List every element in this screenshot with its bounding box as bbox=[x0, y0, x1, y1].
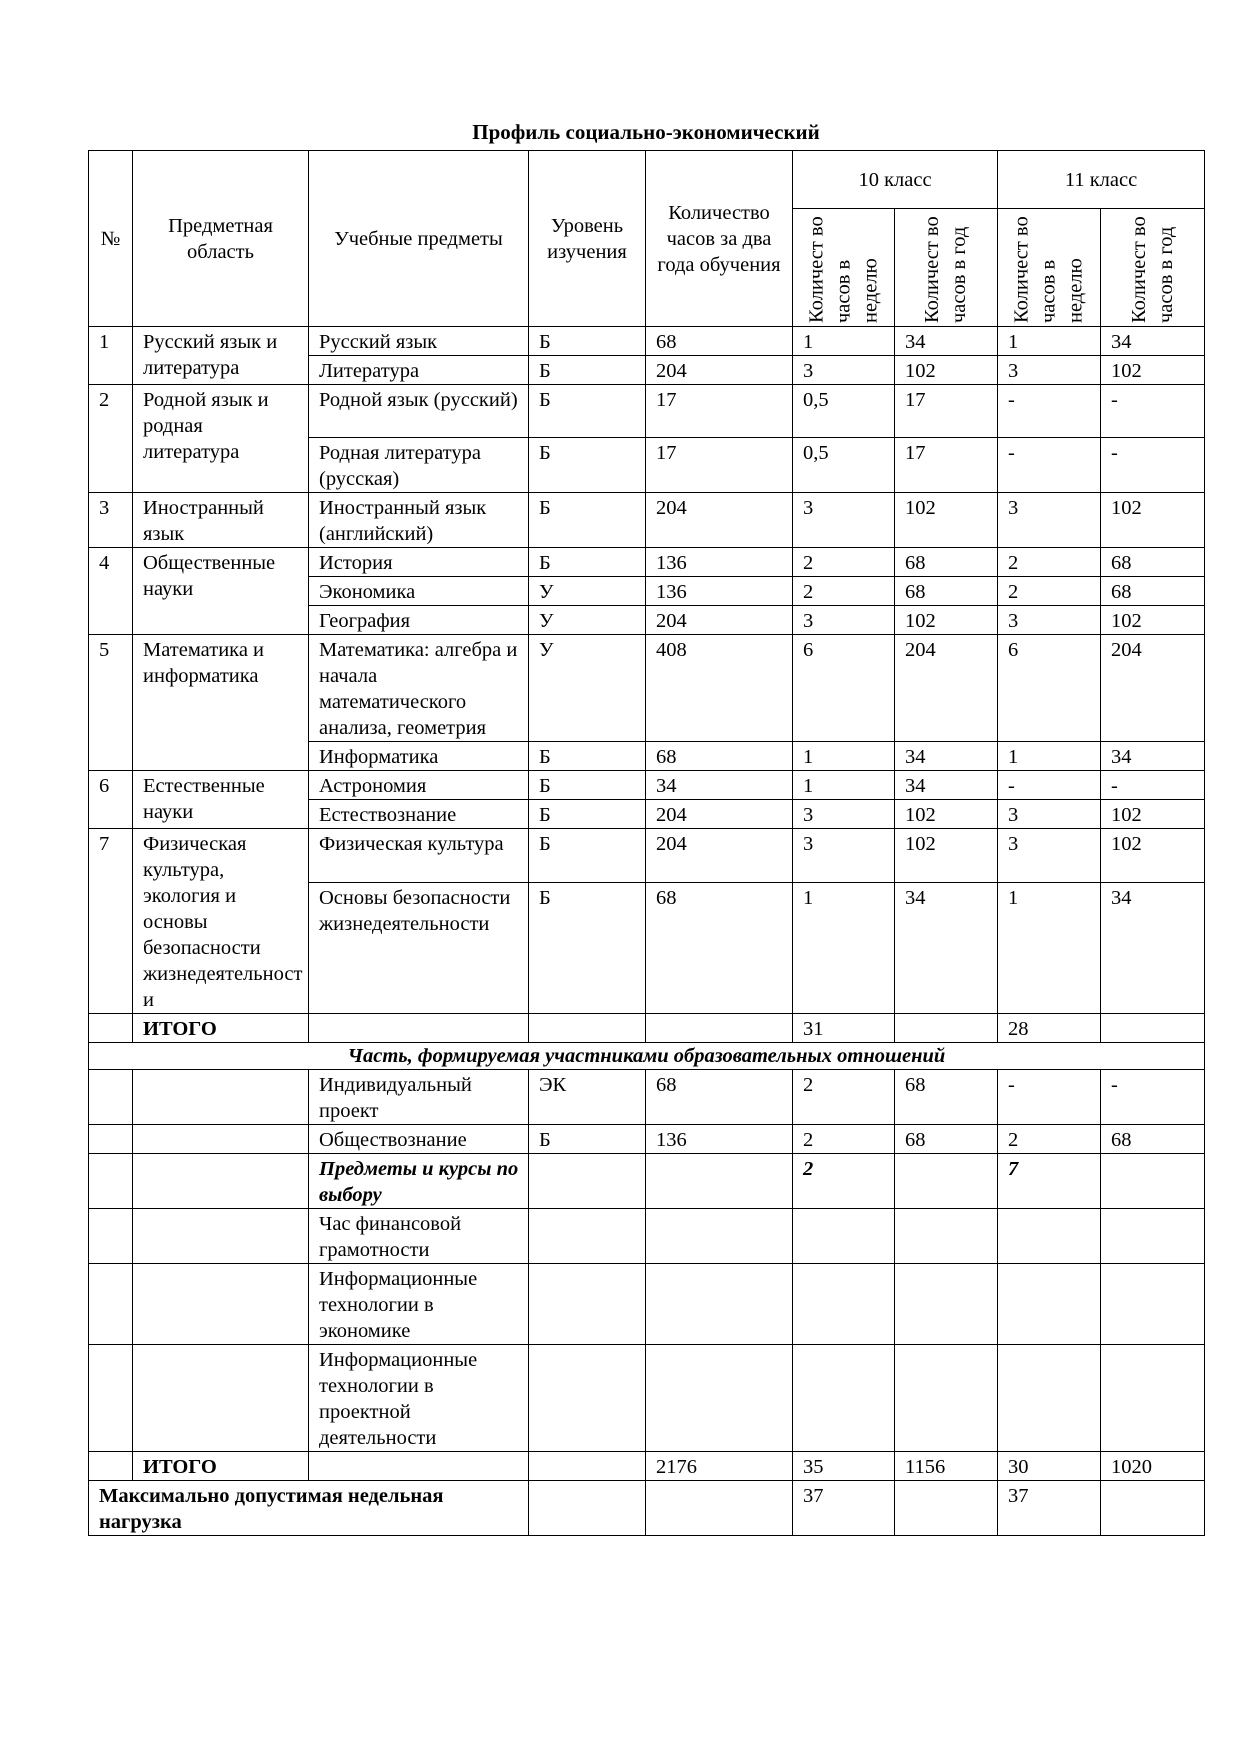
table-row bbox=[89, 1345, 1205, 1452]
level: У bbox=[529, 635, 646, 742]
hours-10-week: 3 bbox=[793, 800, 895, 829]
hours-total: 204 bbox=[646, 493, 793, 548]
hours-10-week: 6 bbox=[793, 635, 895, 742]
hours-total: 136 bbox=[646, 548, 793, 577]
hours-10-week: 1 bbox=[793, 771, 895, 800]
hours-10-year: 1156 bbox=[895, 1452, 998, 1481]
row-num: 2 bbox=[89, 385, 133, 493]
table-row bbox=[89, 1154, 1205, 1209]
hours-11-week: 30 bbox=[998, 1452, 1101, 1481]
header-10-per-year bbox=[895, 209, 998, 327]
hours-10-week: 1 bbox=[793, 327, 895, 356]
empty-cell bbox=[133, 1209, 309, 1264]
hours-11-year: 68 bbox=[1101, 548, 1205, 577]
empty-cell bbox=[793, 1209, 895, 1264]
empty-cell bbox=[1101, 1264, 1205, 1345]
subject-name: Обществознание bbox=[309, 1125, 529, 1154]
table-row bbox=[89, 1264, 1205, 1345]
subject-name: Родная литература (русская) bbox=[309, 438, 529, 493]
level: Б bbox=[529, 829, 646, 883]
hours-11-week: 1 bbox=[998, 882, 1101, 1013]
header-hours-total: Количество часов за два года обучения bbox=[646, 151, 793, 327]
section-title: Часть, формируемая участниками образовательных отношений bbox=[89, 1043, 1205, 1070]
hours-total: 408 bbox=[646, 635, 793, 742]
row-num: 3 bbox=[89, 493, 133, 548]
empty-cell bbox=[646, 1209, 793, 1264]
hours-10-week: 3 bbox=[793, 493, 895, 548]
empty-cell bbox=[133, 1125, 309, 1154]
empty-cell bbox=[89, 1452, 133, 1481]
empty-cell bbox=[646, 1014, 793, 1043]
hours-10-week: 2 bbox=[793, 1070, 895, 1125]
empty-cell bbox=[646, 1345, 793, 1452]
empty-cell bbox=[89, 1154, 133, 1209]
subject-area: Физическая культура, экология и основы безопасности жизнедеятельности bbox=[133, 829, 309, 1014]
hours-10-year: 17 bbox=[895, 385, 998, 438]
empty-cell bbox=[89, 1345, 133, 1452]
hours-11-year: 34 bbox=[1101, 742, 1205, 771]
hours-total: 17 bbox=[646, 438, 793, 493]
subject-name: История bbox=[309, 548, 529, 577]
hours-11-year: - bbox=[1101, 771, 1205, 800]
hours-10-week: 2 bbox=[793, 1154, 895, 1209]
hours-total: 68 bbox=[646, 742, 793, 771]
header-11-per-year-label: Количест во часов в год bbox=[1127, 215, 1177, 323]
subject-name: Астрономия bbox=[309, 771, 529, 800]
level: Б bbox=[529, 356, 646, 385]
hours-11-year: - bbox=[1101, 1070, 1205, 1125]
total-row bbox=[89, 1452, 1205, 1481]
hours-11-week: - bbox=[998, 1070, 1101, 1125]
empty-cell bbox=[89, 1014, 133, 1043]
page-title: Профиль социально-экономический bbox=[472, 120, 820, 144]
empty-cell bbox=[895, 1014, 998, 1043]
subject-name: Предметы и курсы по выбору bbox=[309, 1154, 529, 1209]
hours-10-week: 37 bbox=[793, 1481, 895, 1536]
level: ЭК bbox=[529, 1070, 646, 1125]
subject-name: Русский язык bbox=[309, 327, 529, 356]
header-level: Уровень изучения bbox=[529, 151, 646, 327]
empty-cell bbox=[89, 1209, 133, 1264]
hours-10-week: 31 bbox=[793, 1014, 895, 1043]
subject-area: Иностранный язык bbox=[133, 493, 309, 548]
hours-11-week: 1 bbox=[998, 327, 1101, 356]
empty-cell bbox=[529, 1481, 646, 1536]
empty-cell bbox=[998, 1345, 1101, 1452]
hours-11-week: 3 bbox=[998, 493, 1101, 548]
hours-11-week: 7 bbox=[998, 1154, 1101, 1209]
hours-total: 68 bbox=[646, 327, 793, 356]
empty-cell bbox=[1101, 1209, 1205, 1264]
table-row bbox=[89, 385, 1205, 438]
hours-11-week: 2 bbox=[998, 548, 1101, 577]
empty-cell bbox=[529, 1345, 646, 1452]
hours-11-week: 2 bbox=[998, 1125, 1101, 1154]
hours-total: 136 bbox=[646, 1125, 793, 1154]
hours-total: 136 bbox=[646, 577, 793, 606]
hours-11-week: 6 bbox=[998, 635, 1101, 742]
total-row bbox=[89, 1014, 1205, 1043]
subject-name: Физическая культура bbox=[309, 829, 529, 883]
subject-name: Информатика bbox=[309, 742, 529, 771]
hours-10-year: 34 bbox=[895, 771, 998, 800]
hours-11-year: 34 bbox=[1101, 327, 1205, 356]
empty-cell bbox=[895, 1209, 998, 1264]
header-10-per-year-label: Количест во часов в год bbox=[921, 215, 970, 323]
subject-name: География bbox=[309, 606, 529, 635]
subject-name: Литература bbox=[309, 356, 529, 385]
subject-name: Информационные технологии в экономике bbox=[309, 1264, 529, 1345]
row-num: 1 bbox=[89, 327, 133, 385]
empty-cell bbox=[1101, 1481, 1205, 1536]
hours-11-year: 204 bbox=[1101, 635, 1205, 742]
hours-11-week: 3 bbox=[998, 800, 1101, 829]
hours-10-week: 3 bbox=[793, 356, 895, 385]
hours-10-week: 1 bbox=[793, 882, 895, 1013]
level: Б bbox=[529, 548, 646, 577]
level: Б bbox=[529, 882, 646, 1013]
empty-cell bbox=[895, 1264, 998, 1345]
subject-name: Экономика bbox=[309, 577, 529, 606]
hours-11-week: 37 bbox=[998, 1481, 1101, 1536]
hours-10-week: 3 bbox=[793, 829, 895, 883]
subject-area: Родной язык и родная литература bbox=[133, 385, 309, 493]
row-num: 5 bbox=[89, 635, 133, 771]
total-label: ИТОГО bbox=[133, 1452, 309, 1481]
header-grade-11: 11 класс bbox=[998, 151, 1205, 209]
hours-11-year: 102 bbox=[1101, 606, 1205, 635]
hours-11-week: 3 bbox=[998, 356, 1101, 385]
subject-name: Час финансовой грамотности bbox=[309, 1209, 529, 1264]
curriculum-table bbox=[88, 150, 1205, 1536]
level: Б bbox=[529, 800, 646, 829]
level: Б bbox=[529, 493, 646, 548]
empty-cell bbox=[309, 1452, 529, 1481]
empty-cell bbox=[895, 1345, 998, 1452]
hours-total: 204 bbox=[646, 356, 793, 385]
hours-10-week: 2 bbox=[793, 577, 895, 606]
empty-cell bbox=[1101, 1154, 1205, 1209]
total-label: ИТОГО bbox=[133, 1014, 309, 1043]
header-row bbox=[89, 151, 1205, 209]
hours-total: 204 bbox=[646, 606, 793, 635]
header-subjects: Учебные предметы bbox=[309, 151, 529, 327]
hours-10-week: 2 bbox=[793, 548, 895, 577]
hours-11-year: 1020 bbox=[1101, 1452, 1205, 1481]
hours-total: 2176 bbox=[646, 1452, 793, 1481]
row-num: 6 bbox=[89, 771, 133, 829]
max-load-row bbox=[89, 1481, 1205, 1536]
empty-cell bbox=[309, 1014, 529, 1043]
subject-name: Естествознание bbox=[309, 800, 529, 829]
empty-cell bbox=[89, 1264, 133, 1345]
hours-11-year: - bbox=[1101, 385, 1205, 438]
header-11-per-week bbox=[998, 209, 1101, 327]
hours-11-week: 3 bbox=[998, 606, 1101, 635]
table-row bbox=[89, 1125, 1205, 1154]
empty-cell bbox=[89, 1070, 133, 1125]
subject-name: Иностранный язык (английский) bbox=[309, 493, 529, 548]
hours-11-week: 1 bbox=[998, 742, 1101, 771]
subject-name: Информационные технологии в проектной деятельности bbox=[309, 1345, 529, 1452]
hours-total: 34 bbox=[646, 771, 793, 800]
header-11-per-year bbox=[1101, 209, 1205, 327]
hours-11-week: 2 bbox=[998, 577, 1101, 606]
hours-10-year: 68 bbox=[895, 1070, 998, 1125]
row-num: 7 bbox=[89, 829, 133, 1014]
level: Б bbox=[529, 438, 646, 493]
empty-cell bbox=[895, 1481, 998, 1536]
hours-10-year: 102 bbox=[895, 606, 998, 635]
empty-cell bbox=[133, 1070, 309, 1125]
subject-area: Общественные науки bbox=[133, 548, 309, 635]
empty-cell bbox=[529, 1014, 646, 1043]
table-row bbox=[89, 635, 1205, 742]
hours-10-year: 102 bbox=[895, 356, 998, 385]
header-grade-10: 10 класс bbox=[793, 151, 998, 209]
level: Б bbox=[529, 1125, 646, 1154]
hours-total: 68 bbox=[646, 1070, 793, 1125]
max-load-label: Максимально допустимая недельная нагрузка bbox=[89, 1481, 529, 1536]
level: Б bbox=[529, 385, 646, 438]
hours-total: 204 bbox=[646, 829, 793, 883]
table-row bbox=[89, 548, 1205, 577]
empty-cell bbox=[646, 1481, 793, 1536]
subject-name: Индивидуальный проект bbox=[309, 1070, 529, 1125]
empty-cell bbox=[529, 1452, 646, 1481]
empty-cell bbox=[998, 1264, 1101, 1345]
hours-11-week: - bbox=[998, 438, 1101, 493]
hours-11-year: 102 bbox=[1101, 356, 1205, 385]
header-10-per-week-label: Количест во часов в неделю bbox=[805, 215, 881, 323]
row-num: 4 bbox=[89, 548, 133, 635]
header-area: Предметная область bbox=[133, 151, 309, 327]
hours-10-year: 204 bbox=[895, 635, 998, 742]
table-row bbox=[89, 771, 1205, 800]
hours-11-week: - bbox=[998, 771, 1101, 800]
empty-cell bbox=[133, 1264, 309, 1345]
hours-11-week: - bbox=[998, 385, 1101, 438]
hours-10-week: 1 bbox=[793, 742, 895, 771]
header-num: № bbox=[89, 151, 133, 327]
level: Б bbox=[529, 742, 646, 771]
hours-total: 68 bbox=[646, 882, 793, 1013]
hours-11-year: 102 bbox=[1101, 800, 1205, 829]
level: Б bbox=[529, 327, 646, 356]
empty-cell bbox=[529, 1209, 646, 1264]
empty-cell bbox=[133, 1345, 309, 1452]
empty-cell bbox=[133, 1154, 309, 1209]
subject-area: Математика и информатика bbox=[133, 635, 309, 771]
empty-cell bbox=[1101, 1014, 1205, 1043]
empty-cell bbox=[793, 1345, 895, 1452]
hours-10-year: 34 bbox=[895, 742, 998, 771]
hours-10-year: 102 bbox=[895, 800, 998, 829]
table-row bbox=[89, 1209, 1205, 1264]
empty-cell bbox=[1101, 1345, 1205, 1452]
level: У bbox=[529, 606, 646, 635]
hours-10-week: 35 bbox=[793, 1452, 895, 1481]
hours-11-week: 28 bbox=[998, 1014, 1101, 1043]
hours-10-year: 17 bbox=[895, 438, 998, 493]
subject-name: Родной язык (русский) bbox=[309, 385, 529, 438]
header-11-per-week-label: Количест во часов в неделю bbox=[1010, 215, 1087, 323]
hours-10-week: 0,5 bbox=[793, 385, 895, 438]
hours-10-year: 34 bbox=[895, 882, 998, 1013]
hours-10-year: 68 bbox=[895, 577, 998, 606]
table-row bbox=[89, 493, 1205, 548]
hours-total: 204 bbox=[646, 800, 793, 829]
level: Б bbox=[529, 771, 646, 800]
hours-11-year: 68 bbox=[1101, 1125, 1205, 1154]
hours-10-year: 102 bbox=[895, 493, 998, 548]
table-row bbox=[89, 1070, 1205, 1125]
table-row bbox=[89, 327, 1205, 356]
section-row bbox=[89, 1043, 1205, 1070]
hours-11-year: - bbox=[1101, 438, 1205, 493]
header-10-per-week bbox=[793, 209, 895, 327]
hours-10-year: 68 bbox=[895, 1125, 998, 1154]
empty-cell bbox=[646, 1264, 793, 1345]
hours-10-week: 2 bbox=[793, 1125, 895, 1154]
hours-10-year: 102 bbox=[895, 829, 998, 883]
empty-cell bbox=[793, 1264, 895, 1345]
hours-11-year: 34 bbox=[1101, 882, 1205, 1013]
hours-10-week: 3 bbox=[793, 606, 895, 635]
table-row bbox=[89, 829, 1205, 883]
empty-cell bbox=[895, 1154, 998, 1209]
hours-11-year: 102 bbox=[1101, 829, 1205, 883]
empty-cell bbox=[529, 1264, 646, 1345]
hours-11-year: 68 bbox=[1101, 577, 1205, 606]
subject-name: Основы безопасности жизнедеятельности bbox=[309, 882, 529, 1013]
hours-total: 17 bbox=[646, 385, 793, 438]
level: У bbox=[529, 577, 646, 606]
empty-cell bbox=[646, 1154, 793, 1209]
empty-cell bbox=[529, 1154, 646, 1209]
empty-cell bbox=[998, 1209, 1101, 1264]
hours-11-year: 102 bbox=[1101, 493, 1205, 548]
empty-cell bbox=[89, 1125, 133, 1154]
hours-11-week: 3 bbox=[998, 829, 1101, 883]
hours-10-year: 34 bbox=[895, 327, 998, 356]
hours-10-year: 68 bbox=[895, 548, 998, 577]
subject-area: Русский язык и литература bbox=[133, 327, 309, 385]
subject-area: Естественные науки bbox=[133, 771, 309, 829]
hours-10-week: 0,5 bbox=[793, 438, 895, 493]
subject-name: Математика: алгебра и начала математического анализа, геометрия bbox=[309, 635, 529, 742]
